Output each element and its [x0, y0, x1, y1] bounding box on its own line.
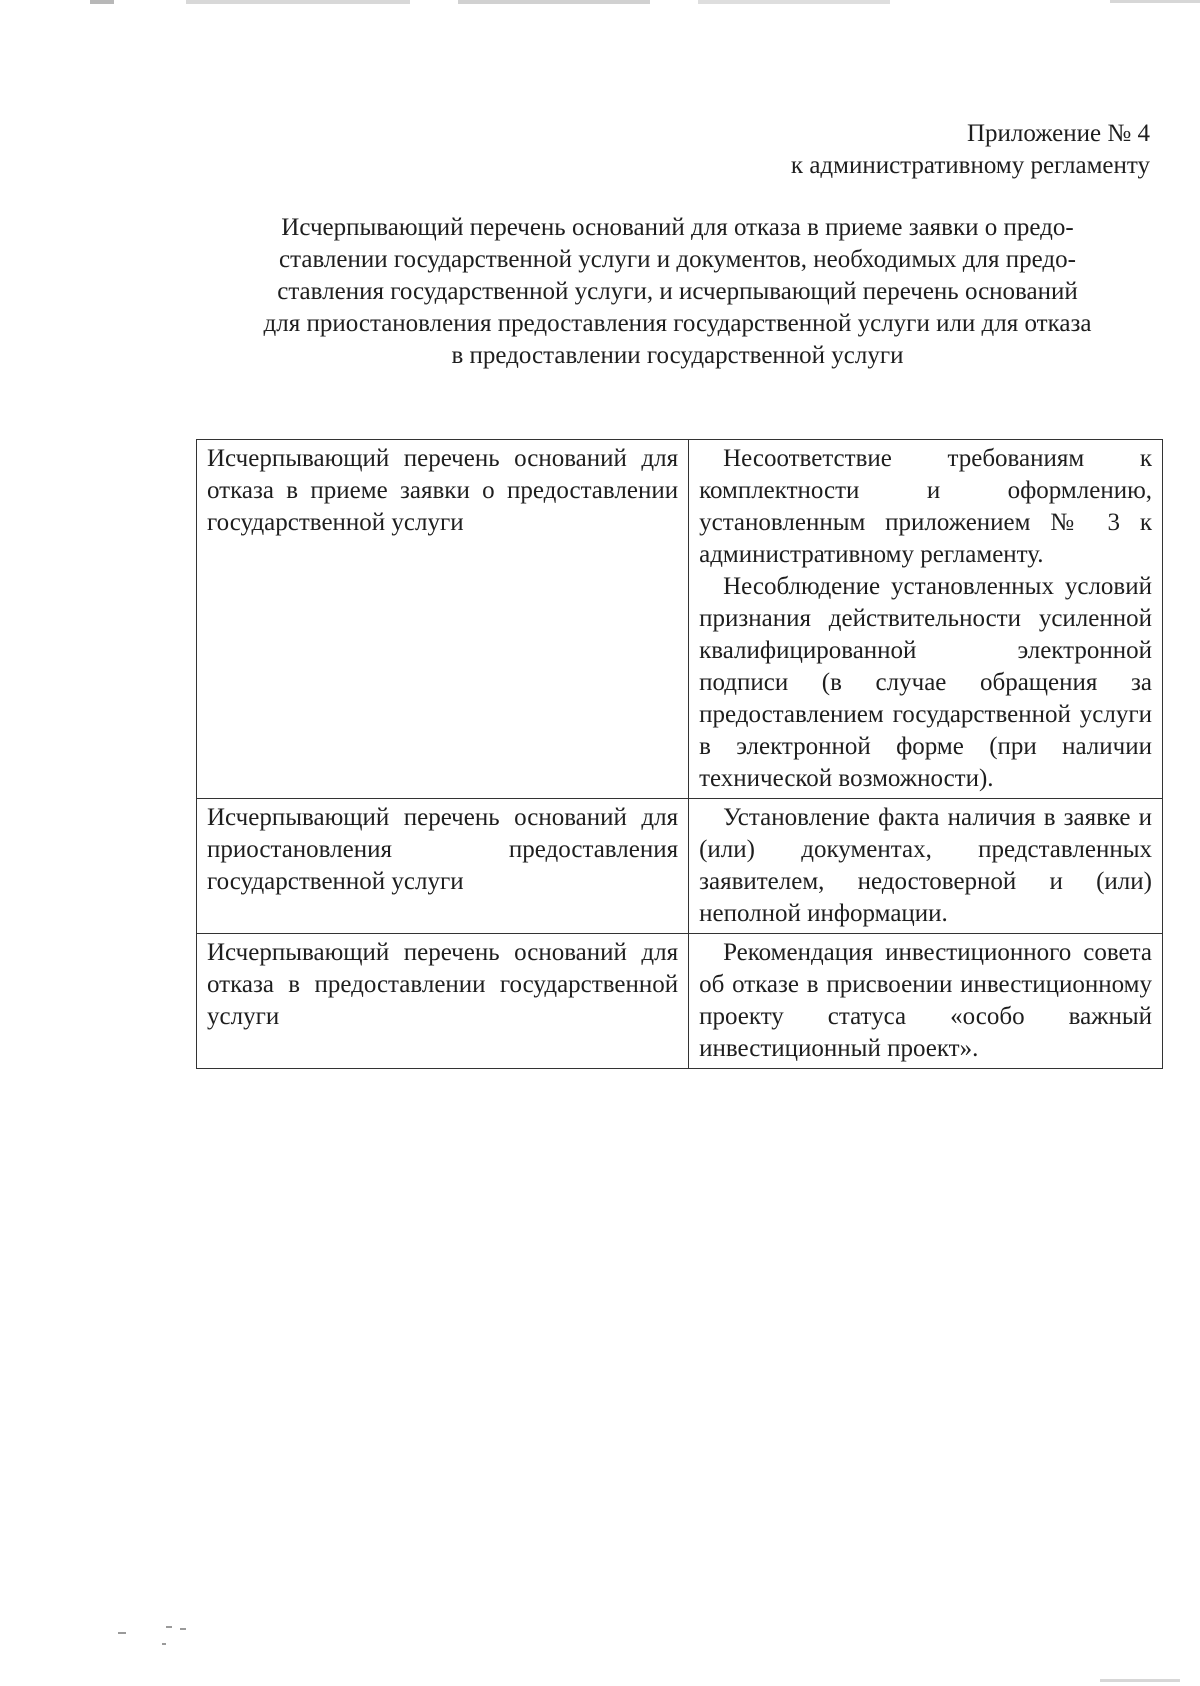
- row-paragraph: Установление факта наличия в заявке и (или) документах, представленных заявителем, недостоверной и (или) неполной информации.: [699, 804, 1152, 927]
- scan-artifact-top-right: [1110, 0, 1200, 3]
- table-row: [197, 799, 1163, 934]
- scan-artifact-dots: [118, 1626, 198, 1646]
- row-label: Исчерпывающий перечень оснований для приостановления предоставления государственной услуги: [207, 804, 679, 895]
- row-paragraph: Несоответствие требованиям к комплектности и оформлению, установленным приложением № 3 к административному регламенту.: [699, 445, 1152, 568]
- row-label-cell: [197, 799, 689, 934]
- title-line: Исчерпывающий перечень оснований для отказа в приеме заявки о предо-: [281, 214, 1074, 241]
- row-label: Исчерпывающий перечень оснований для отказа в приеме заявки о предоставлении государственной услуги: [207, 445, 679, 536]
- row-paragraph: Несоблюдение установленных условий признания действительности усиленной квалифицированной электронной подписи (в случае обращения за предоставлением государственной услуги в электронной форме (при наличии технической возможности).: [699, 573, 1152, 792]
- appendix-header: [791, 118, 1150, 182]
- table-row: [197, 934, 1163, 1069]
- row-label: Исчерпывающий перечень оснований для отказа в предоставлении государственной услуги: [207, 939, 679, 1030]
- row-label-cell: [197, 934, 689, 1069]
- row-paragraph: Рекомендация инвестиционного совета об отказе в присвоении инвестиционному проекту статуса «особо важный инвестиционный проект».: [699, 939, 1152, 1062]
- title-line: в предоставлении государственной услуги: [451, 342, 904, 369]
- appendix-number: Приложение № 4: [966, 120, 1150, 147]
- appendix-reference: к административному регламенту: [790, 152, 1150, 179]
- row-content-cell: [689, 440, 1163, 799]
- title-line: ставления государственной услуги, и исчерпывающий перечень оснований: [277, 278, 1078, 305]
- document-title: [200, 212, 1155, 372]
- table-row: [197, 440, 1163, 799]
- scan-artifact-top: [90, 0, 890, 4]
- row-content-cell: [689, 934, 1163, 1069]
- scan-artifact-bottom: [1100, 1679, 1180, 1682]
- grounds-table: [196, 439, 1163, 1069]
- row-label-cell: [197, 440, 689, 799]
- row-content-cell: [689, 799, 1163, 934]
- title-line: ставлении государственной услуги и документов, необходимых для предо-: [279, 246, 1076, 273]
- title-line: для приостановления предоставления государственной услуги или для отказа: [263, 310, 1092, 337]
